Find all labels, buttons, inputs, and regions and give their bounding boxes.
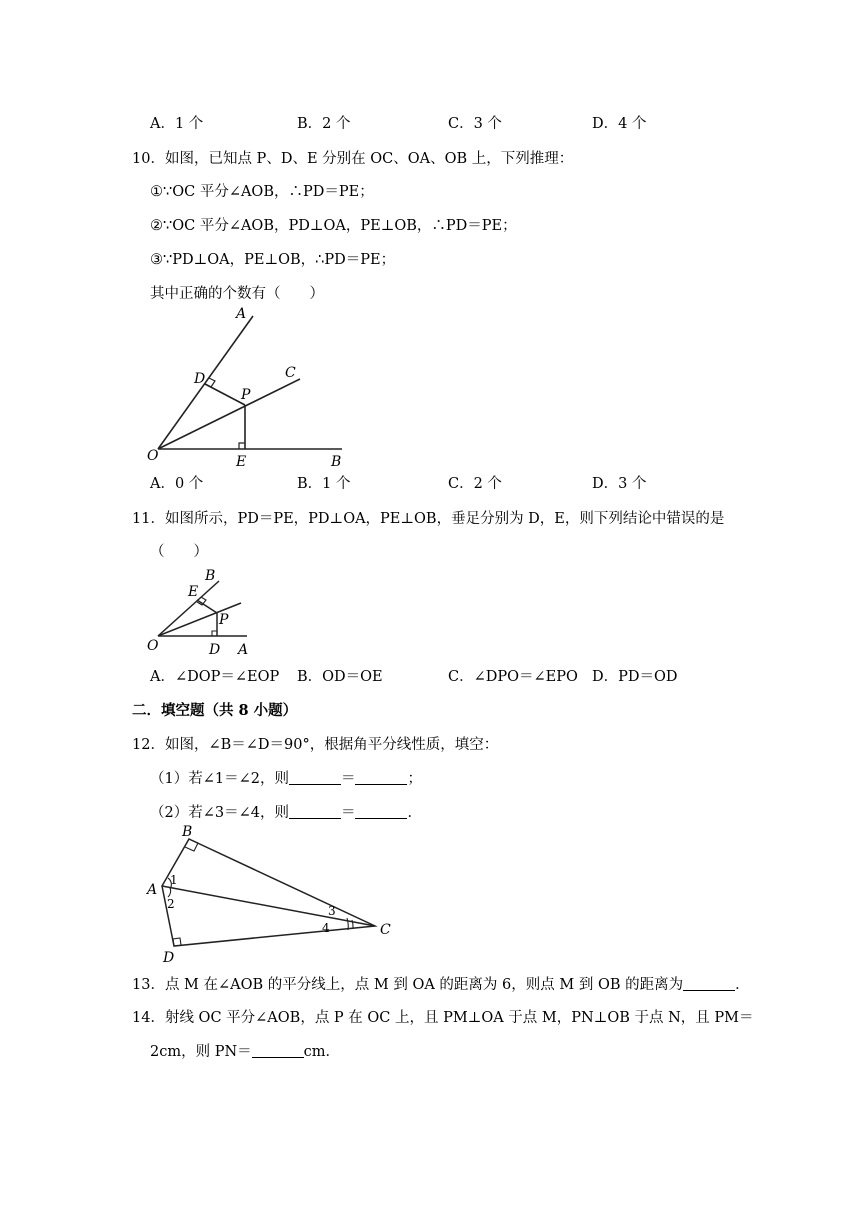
q9-option-d: D．4 个	[592, 116, 647, 132]
q12-angle-2: 2	[167, 897, 175, 911]
q14-text: 2cm，则 PN＝	[150, 1044, 252, 1060]
q12-part-1-end: ；	[407, 771, 422, 787]
q14-line-2	[150, 1040, 340, 1061]
q12-angle-1: 1	[170, 873, 178, 887]
q12-stem: 12．如图，∠B＝∠D＝90°，根据角平分线性质，填空：	[132, 737, 499, 753]
q13-blank	[683, 976, 735, 991]
q13-end: ．	[735, 977, 750, 993]
q13-text: 13．点 M 在∠AOB 的平分线上，点 M 到 OA 的距离为 6，则点 M 到 OB 的距离为	[132, 977, 684, 993]
q12-part-2-eq: ＝	[340, 805, 356, 821]
q10-stem: 10．如图，已知点 P、D、E 分别在 OC、OA、OB 上，下列推理：	[132, 151, 574, 167]
q10-label-d: D	[194, 371, 206, 387]
q11-option-b: B．OD＝OE	[297, 669, 383, 685]
q14-line-1: 14．射线 OC 平分∠AOB，点 P 在 OC 上，且 PM⊥OA 于点 M，PN⊥OB 于点 N，且 PM＝	[132, 1010, 754, 1026]
section-heading: 二．填空题（共 8 小题）	[132, 702, 298, 719]
q10-option-c: C．2 个	[448, 476, 502, 492]
q11-label-e: E	[188, 584, 199, 600]
q11-label-p: P	[219, 612, 229, 628]
q10-label-o: O	[147, 448, 159, 464]
q14-blank	[252, 1043, 304, 1058]
q10-reason-3: ③∵PD⊥OA，PE⊥OB，∴PD＝PE；	[150, 252, 396, 268]
q12-part-2-text: （2）若∠3＝∠4，则	[150, 805, 289, 821]
q11-paren: （ ）	[150, 544, 208, 560]
q9-option-b: B．2 个	[297, 116, 351, 132]
q12-part-1-eq: ＝	[340, 771, 356, 787]
q12-angle-4: 4	[322, 921, 330, 935]
q10-option-a: A．0 个	[150, 476, 204, 492]
q10-label-c: C	[285, 365, 296, 381]
q14-unit: cm．	[303, 1044, 341, 1060]
q10-label-a: A	[236, 306, 247, 322]
q13-stem	[132, 973, 750, 994]
q10-label-e: E	[236, 454, 247, 470]
q9-option-c: C．3 个	[448, 116, 502, 132]
q11-option-d: D．PD＝OD	[592, 669, 678, 685]
q10-label-b: B	[331, 454, 342, 470]
q10-option-d: D．3 个	[592, 476, 647, 492]
q10-reason-1: ①∵OC 平分∠AOB，∴PD＝PE；	[150, 184, 374, 200]
q10-option-b: B．1 个	[297, 476, 351, 492]
q10-reason-2: ②∵OC 平分∠AOB，PD⊥OA，PE⊥OB，∴PD＝PE；	[150, 218, 517, 234]
q11-option-a: A．∠DOP＝∠EOP	[150, 669, 280, 685]
q11-label-b: B	[205, 568, 216, 584]
q11-option-c: C．∠DPO＝∠EPO	[448, 669, 578, 685]
q11-label-o: O	[147, 638, 159, 654]
q10-label-p: P	[241, 387, 251, 403]
q11-label-a: A	[238, 642, 249, 658]
q9-option-a: A．1 个	[150, 116, 204, 132]
q12-part-2-end: ．	[407, 805, 422, 821]
q12-part-1-text: （1）若∠1＝∠2，则	[150, 771, 289, 787]
q11-label-d: D	[209, 642, 221, 658]
q12-label-d: D	[163, 950, 175, 966]
q12-label-b: B	[182, 824, 193, 840]
q10-question: 其中正确的个数有（ ）	[150, 286, 324, 302]
q12-label-a: A	[147, 882, 158, 898]
q12-angle-3: 3	[328, 904, 336, 918]
q12-label-c: C	[380, 922, 391, 938]
q11-stem: 11．如图所示，PD＝PE，PD⊥OA，PE⊥OB，垂足分别为 D，E，则下列结论中错误的是	[132, 511, 725, 527]
